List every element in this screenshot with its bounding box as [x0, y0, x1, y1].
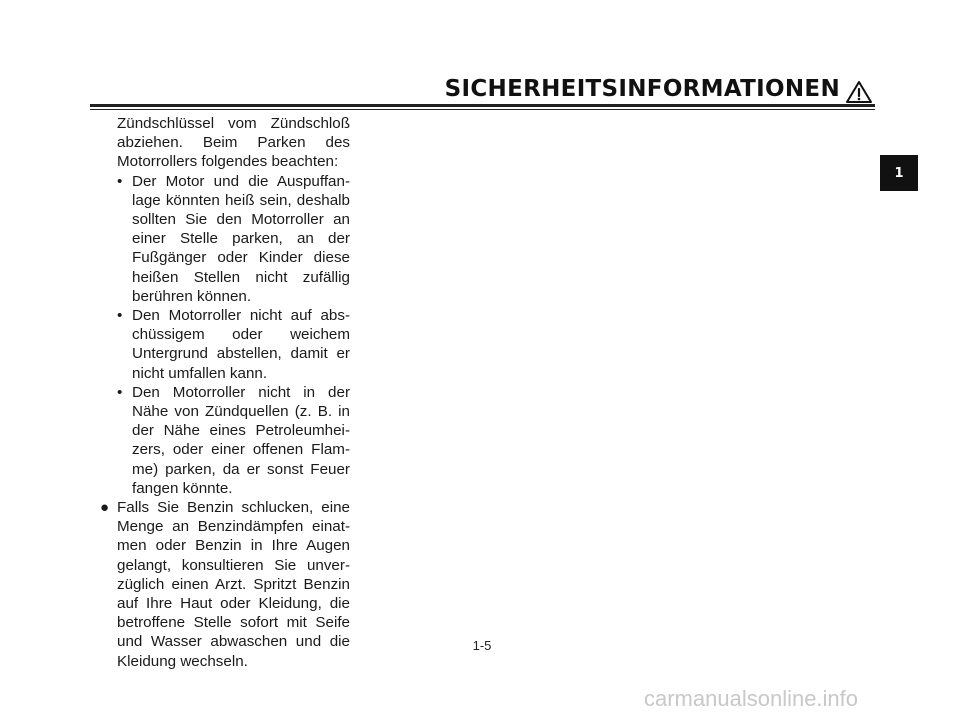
- list-item-text: Den Motorroller nicht in der Nähe von Zündquellen (z. B. in der Nähe eines Petroleumheizers, oder einer offenen Flamme) parken, da er sonst Feuer fangen könnte.: [132, 383, 350, 497]
- header-rule-thin: [90, 109, 875, 110]
- list-item-text: Den Motorroller nicht auf abschüssigem oder weichem Untergrund abstellen, damit er nicht umfallen kann.: [132, 307, 350, 382]
- header-rule: [90, 104, 875, 107]
- bullet-circle-icon: ●: [100, 499, 110, 517]
- bullet-dot-icon: •: [117, 307, 123, 325]
- list-item: [100, 306, 350, 383]
- list-item-text: Der Motor und die Auspuffanlage könnten heiß sein, deshalb sollten Sie den Motorroller an einer Stelle parken, an der Fußgänger oder Kinder diese heißen Stellen nicht zufällig berühren können.: [132, 172, 350, 305]
- main-list-item-text: Falls Sie Benzin schlucken, eine Menge an Benzindämpfen einatmen oder Benzin in Ihre Augen gelangt, konsultieren Sie unverzüglich einen Arzt. Spritzt Benzin auf Ihre Haut oder Kleidung, die betroffene Stelle sofort mit Seife und Wasser abwaschen und die Kleidung wechseln.: [117, 499, 350, 670]
- intro-paragraph: Zündschlüssel vom Zündschloß abziehen. Beim Parken des Motorrollers folgendes beachten:: [117, 115, 350, 171]
- main-list-item: [100, 498, 350, 671]
- list-item: [100, 383, 350, 498]
- page-number: 1-5: [472, 638, 492, 653]
- warning-triangle-icon: [845, 80, 873, 104]
- watermark: carmanualsonline.info: [644, 686, 859, 711]
- list-item: [100, 172, 350, 306]
- bullet-dot-icon: •: [117, 383, 123, 401]
- bullet-dot-icon: •: [117, 172, 123, 190]
- body-text-column: [100, 114, 350, 671]
- page-title: SICHERHEITSINFORMATIONEN: [444, 76, 840, 102]
- chapter-tab[interactable]: 1: [880, 155, 918, 191]
